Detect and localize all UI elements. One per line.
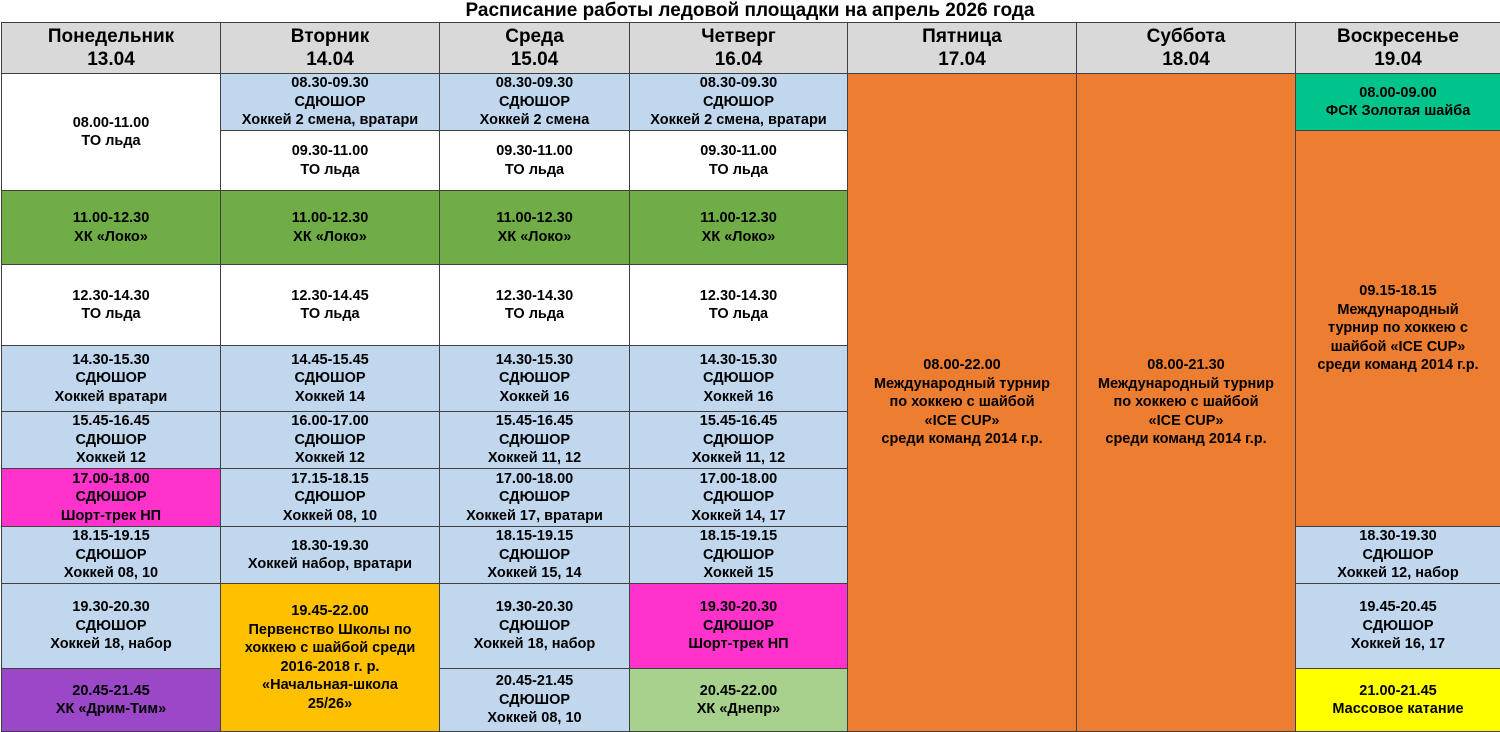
cell-text-line: Хоккей 14 bbox=[295, 388, 365, 405]
cell-text-line: 17.15-18.15 bbox=[291, 470, 369, 487]
cell-text-line: Первенство Школы по bbox=[248, 621, 412, 638]
cell-text-line: 08.00-09.00 bbox=[1359, 84, 1437, 101]
cell-text-line: 20.45-21.45 bbox=[72, 682, 150, 699]
cell-text-line: 14.30-15.30 bbox=[495, 351, 574, 368]
day-header-mon bbox=[1, 22, 221, 74]
cell-text-line: Международный турнир bbox=[873, 375, 1051, 392]
cell-text-line: СДЮШОР bbox=[75, 546, 147, 563]
cell-text-line: Хоккей 15, 14 bbox=[487, 565, 582, 582]
cell-text-line: Хоккей 2 смена, вратари bbox=[650, 112, 827, 129]
schedule-cell-tue bbox=[220, 190, 440, 265]
cell-text-line: ХК «Дрим-Тим» bbox=[55, 701, 167, 717]
schedule-cell-thu bbox=[629, 73, 848, 131]
cell-text-line: СДЮШОР bbox=[702, 93, 775, 110]
cell-text-line: 18.30-19.30 bbox=[291, 537, 369, 554]
cell-text-line: 14.30-15.30 bbox=[699, 351, 778, 368]
schedule-cell-thu bbox=[629, 130, 848, 191]
cell-text-line: ХК «Днепр» bbox=[696, 701, 781, 717]
schedule-cell-mon bbox=[1, 190, 221, 265]
cell-text-line: Шорт-трек НП bbox=[688, 636, 789, 653]
cell-text-line: Хоккей 12, набор bbox=[1337, 565, 1459, 582]
schedule-cell-wed bbox=[439, 411, 630, 469]
schedule-cell-mon bbox=[1, 411, 221, 469]
schedule-cell-tue bbox=[220, 468, 440, 527]
cell-text-line: шайбой «ICE CUP» bbox=[1330, 338, 1466, 355]
schedule-cell-wed bbox=[439, 264, 630, 346]
cell-text-line: 11.00-12.30 bbox=[700, 210, 777, 226]
cell-text-line: «ICE CUP» bbox=[1148, 412, 1224, 429]
cell-text-line: среди команд 2014 г.р. bbox=[881, 431, 1043, 448]
cell-text-line: Хоккей 08, 10 bbox=[282, 507, 378, 524]
cell-text-line: 15.45-16.45 bbox=[72, 413, 150, 430]
cell-text-line: Воскресенье bbox=[1337, 26, 1459, 47]
cell-text-line: СДЮШОР bbox=[702, 370, 775, 387]
cell-text-line: 2016-2018 г. р. bbox=[280, 658, 380, 675]
schedule-cell-thu bbox=[629, 411, 848, 469]
schedule-cell-mon bbox=[1, 264, 221, 346]
schedule-cell-thu bbox=[629, 583, 848, 669]
cell-text-line: ТО льда bbox=[708, 306, 769, 322]
cell-text-line: по хоккею с шайбой bbox=[1113, 394, 1259, 411]
cell-text-line: 18.15-19.15 bbox=[699, 528, 778, 545]
cell-text-line: СДЮШОР bbox=[294, 431, 366, 448]
cell-text-line: хоккею с шайбой среди bbox=[244, 640, 416, 656]
schedule-cell-mon bbox=[1, 468, 221, 527]
cell-text-line: 16.04 bbox=[714, 49, 763, 70]
cell-text-line: Хоккей 15 bbox=[703, 565, 774, 582]
schedule-cell-thu bbox=[629, 526, 848, 584]
schedule-cell-sat bbox=[1076, 73, 1296, 732]
cell-text-line: 08.30-09.30 bbox=[291, 75, 369, 92]
cell-text-line: 18.15-19.15 bbox=[72, 528, 150, 545]
schedule-cell-tue bbox=[220, 130, 440, 191]
schedule-cell-wed bbox=[439, 468, 630, 527]
day-header-tue bbox=[220, 22, 440, 74]
cell-text-line: СДЮШОР bbox=[294, 489, 366, 506]
schedule-cell-wed bbox=[439, 526, 630, 584]
cell-text-line: 08.00-21.30 bbox=[1147, 357, 1225, 374]
cell-text-line: СДЮШОР bbox=[294, 93, 366, 110]
cell-text-line: 09.30-11.00 bbox=[291, 143, 369, 159]
cell-text-line: ТО льда bbox=[300, 306, 360, 322]
cell-text-line: СДЮШОР bbox=[498, 546, 571, 563]
cell-text-line: 19.30-20.30 bbox=[699, 599, 778, 616]
cell-text-line: СДЮШОР bbox=[702, 617, 775, 634]
cell-text-line: СДЮШОР bbox=[498, 370, 571, 387]
schedule-cell-sun bbox=[1295, 73, 1500, 131]
cell-text-line: СДЮШОР bbox=[498, 691, 571, 708]
day-header-fri bbox=[847, 22, 1077, 74]
cell-text-line: 25/26» bbox=[307, 695, 353, 712]
cell-text-line: турнир по хоккею с bbox=[1327, 320, 1468, 337]
cell-text-line: 14.30-15.30 bbox=[72, 351, 150, 368]
cell-text-line: Хоккей 11, 12 bbox=[487, 450, 582, 467]
schedule-cell-wed bbox=[439, 583, 630, 669]
cell-text-line: Хоккей 18, набор bbox=[50, 636, 172, 653]
cell-text-line: 17.00-18.00 bbox=[699, 470, 778, 487]
cell-text-line: Хоккей 16, 17 bbox=[1350, 636, 1446, 653]
cell-text-line: Пятница bbox=[922, 26, 1002, 47]
cell-text-line: Хоккей 12 bbox=[76, 450, 146, 467]
cell-text-line: Хоккей 16 bbox=[703, 388, 774, 405]
schedule-cell-wed bbox=[439, 668, 630, 732]
cell-text-line: Хоккей 2 смена, вратари bbox=[241, 112, 419, 129]
schedule-cell-thu bbox=[629, 468, 848, 527]
schedule-cell-sun bbox=[1295, 130, 1500, 527]
cell-text-line: Международный турнир bbox=[1097, 375, 1275, 392]
cell-text-line: Четверг bbox=[701, 26, 776, 47]
cell-text-line: Хоккей 16 bbox=[499, 388, 570, 405]
schedule-grid bbox=[1, 22, 1500, 731]
cell-text-line: ХК «Локо» bbox=[293, 228, 367, 245]
cell-text-line: СДЮШОР bbox=[498, 617, 571, 634]
cell-text-line: 12.30-14.30 bbox=[495, 287, 574, 304]
cell-text-line: среди команд 2014 г.р. bbox=[1317, 357, 1479, 374]
schedule-cell-sun bbox=[1295, 668, 1500, 732]
cell-text-line: СДЮШОР bbox=[498, 431, 571, 448]
cell-text-line: Хоккей 18, набор bbox=[473, 636, 596, 653]
cell-text-line: по хоккею с шайбой bbox=[889, 394, 1035, 411]
cell-text-line: 17.00-18.00 bbox=[495, 470, 574, 487]
cell-text-line: 20.45-21.45 bbox=[495, 673, 574, 690]
cell-text-line: СДЮШОР bbox=[75, 370, 147, 387]
cell-text-line: СДЮШОР bbox=[75, 617, 147, 634]
cell-text-line: 12.30-14.30 bbox=[72, 287, 150, 304]
cell-text-line: 17.04 bbox=[938, 49, 986, 70]
cell-text-line: ХК «Локо» bbox=[497, 228, 572, 245]
cell-text-line: 09.30-11.00 bbox=[496, 143, 573, 159]
cell-text-line: Хоккей 17, вратари bbox=[466, 507, 603, 524]
cell-text-line: 09.15-18.15 bbox=[1359, 283, 1437, 300]
cell-text-line: 16.00-17.00 bbox=[291, 413, 369, 430]
schedule-cell-tue bbox=[220, 73, 440, 131]
cell-text-line: ТО льда bbox=[300, 161, 360, 178]
cell-text-line: 19.04 bbox=[1374, 49, 1422, 70]
cell-text-line: 15.04 bbox=[510, 49, 559, 70]
cell-text-line: ТО льда bbox=[81, 306, 141, 322]
cell-text-line: 17.00-18.00 bbox=[72, 470, 150, 487]
cell-text-line: Вторник bbox=[290, 26, 370, 47]
cell-text-line: ТО льда bbox=[81, 133, 141, 149]
cell-text-line: 15.45-16.45 bbox=[699, 413, 778, 430]
schedule-cell-tue bbox=[220, 526, 440, 584]
cell-text-line: 12.30-14.45 bbox=[291, 287, 369, 304]
cell-text-line: 20.45-22.00 bbox=[699, 682, 778, 699]
schedule-cell-wed bbox=[439, 190, 630, 265]
cell-text-line: Массовое катание bbox=[1332, 701, 1464, 717]
cell-text-line: 18.15-19.15 bbox=[495, 528, 574, 545]
cell-text-line: СДЮШОР bbox=[498, 489, 571, 506]
schedule-cell-tue bbox=[220, 583, 440, 732]
cell-text-line: Среда bbox=[505, 26, 564, 47]
schedule-cell-wed bbox=[439, 73, 630, 131]
schedule-cell-mon bbox=[1, 526, 221, 584]
cell-text-line: 21.00-21.45 bbox=[1359, 682, 1437, 699]
cell-text-line: СДЮШОР bbox=[1362, 617, 1434, 634]
schedule-cell-thu bbox=[629, 345, 848, 412]
cell-text-line: ТО льда bbox=[708, 161, 769, 178]
day-header-thu bbox=[629, 22, 848, 74]
cell-text-line: ХК «Локо» bbox=[74, 228, 148, 245]
cell-text-line: 12.30-14.30 bbox=[699, 287, 778, 304]
schedule-cell-wed bbox=[439, 130, 630, 191]
cell-text-line: СДЮШОР bbox=[702, 431, 775, 448]
cell-text-line: Хоккей 2 смена bbox=[479, 112, 590, 129]
cell-text-line: СДЮШОР bbox=[702, 546, 775, 563]
schedule-cell-wed bbox=[439, 345, 630, 412]
cell-text-line: «ICE CUP» bbox=[924, 412, 1000, 429]
cell-text-line: СДЮШОР bbox=[75, 431, 147, 448]
schedule-cell-sun bbox=[1295, 526, 1500, 584]
day-header-sat bbox=[1076, 22, 1296, 74]
cell-text-line: среди команд 2014 г.р. bbox=[1105, 431, 1267, 448]
cell-text-line: Хоккей 12 bbox=[295, 450, 365, 467]
day-header-sun bbox=[1295, 22, 1500, 74]
schedule-cell-sun bbox=[1295, 583, 1500, 669]
cell-text-line: Хоккей 08, 10 bbox=[487, 710, 582, 727]
cell-text-line: 14.45-15.45 bbox=[291, 351, 369, 368]
cell-text-line: 13.04 bbox=[87, 49, 135, 70]
cell-text-line: Международный bbox=[1337, 301, 1459, 318]
cell-text-line: СДЮШОР bbox=[294, 370, 366, 387]
cell-text-line: «Начальная-школа bbox=[262, 677, 398, 693]
schedule-cell-mon bbox=[1, 73, 221, 191]
cell-text-line: 19.30-20.30 bbox=[72, 599, 150, 616]
cell-text-line: СДЮШОР bbox=[702, 489, 775, 506]
schedule-cell-tue bbox=[220, 264, 440, 346]
schedule-cell-thu bbox=[629, 668, 848, 732]
cell-text-line: СДЮШОР bbox=[1362, 546, 1434, 563]
schedule-cell-fri bbox=[847, 73, 1077, 732]
cell-text-line: 11.00-12.30 bbox=[291, 210, 369, 226]
cell-text-line: Шорт-трек НП bbox=[60, 507, 162, 524]
schedule-cell-tue bbox=[220, 345, 440, 412]
cell-text-line: ТО льда bbox=[504, 306, 565, 322]
cell-text-line: 08.00-11.00 bbox=[72, 114, 150, 131]
cell-text-line: Хоккей набор, вратари bbox=[247, 556, 413, 572]
cell-text-line: СДЮШОР bbox=[75, 489, 147, 506]
cell-text-line: Понедельник bbox=[47, 26, 175, 47]
day-header-wed bbox=[439, 22, 630, 74]
cell-text-line: Хоккей 11, 12 bbox=[691, 450, 786, 467]
cell-text-line: 09.30-11.00 bbox=[700, 143, 777, 159]
cell-text-line: ХК «Локо» bbox=[701, 228, 776, 245]
cell-text-line: 19.45-20.45 bbox=[1359, 599, 1437, 616]
cell-text-line: ТО льда bbox=[504, 161, 565, 178]
schedule-cell-mon bbox=[1, 583, 221, 669]
cell-text-line: Хоккей 08, 10 bbox=[63, 565, 159, 582]
cell-text-line: Хоккей 14, 17 bbox=[691, 507, 786, 524]
cell-text-line: 19.30-20.30 bbox=[495, 599, 574, 616]
cell-text-line: 15.45-16.45 bbox=[495, 413, 574, 430]
cell-text-line: 08.30-09.30 bbox=[495, 75, 574, 92]
cell-text-line: 14.04 bbox=[306, 49, 354, 70]
cell-text-line: 08.30-09.30 bbox=[699, 75, 778, 92]
schedule-cell-tue bbox=[220, 411, 440, 469]
cell-text-line: 18.30-19.30 bbox=[1359, 528, 1437, 545]
schedule-title: Расписание работы ледовой площадки на апрель 2026 года bbox=[465, 0, 1035, 21]
cell-text-line: ФСК Золотая шайба bbox=[1325, 103, 1471, 119]
schedule-cell-thu bbox=[629, 264, 848, 346]
cell-text-line: 18.04 bbox=[1162, 49, 1210, 70]
cell-text-line: 08.00-22.00 bbox=[923, 357, 1001, 374]
cell-text-line: 11.00-12.30 bbox=[496, 210, 573, 226]
cell-text-line: Суббота bbox=[1146, 26, 1226, 47]
schedule-cell-thu bbox=[629, 190, 848, 265]
cell-text-line: 19.45-22.00 bbox=[291, 603, 369, 619]
cell-text-line: Хоккей вратари bbox=[54, 388, 168, 405]
cell-text-line: СДЮШОР bbox=[498, 93, 571, 110]
cell-text-line: 11.00-12.30 bbox=[72, 210, 150, 226]
schedule-cell-mon bbox=[1, 345, 221, 412]
schedule-cell-mon bbox=[1, 668, 221, 732]
